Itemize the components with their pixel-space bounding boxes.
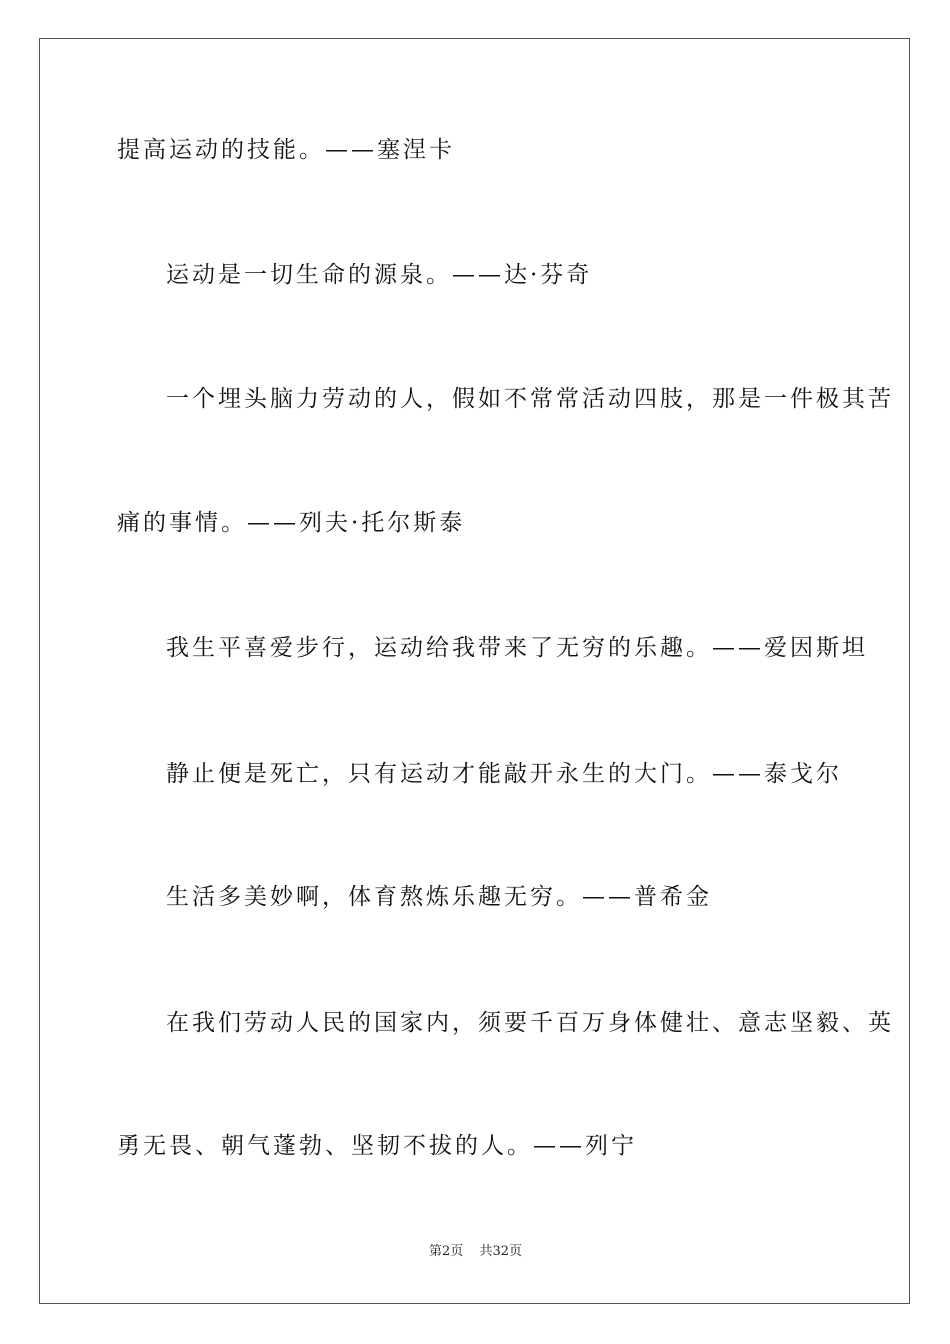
text-line: 提高运动的技能。——塞涅卡 (117, 137, 455, 163)
text-line: 生活多美妙啊，体育熬炼乐趣无穷。——普希金 (166, 884, 712, 910)
text-line: 我生平喜爱步行，运动给我带来了无穷的乐趣。——爱因斯坦 (166, 635, 868, 661)
text-line: 静止便是死亡，只有运动才能敲开永生的大门。——泰戈尔 (166, 761, 842, 787)
text-line: 痛的事情。——列夫·托尔斯泰 (117, 510, 466, 536)
document-page (39, 38, 910, 1304)
text-line: 一个埋头脑力劳动的人，假如不常常活动四肢，那是一件极其苦 (166, 386, 894, 412)
page-number: 第2页 (429, 1244, 464, 1259)
text-line: 在我们劳动人民的国家内，须要千百万身体健壮、意志坚毅、英 (166, 1010, 894, 1036)
text-line: 勇无畏、朝气蓬勃、坚韧不拔的人。——列宁 (117, 1133, 637, 1159)
page-footer (40, 1240, 911, 1259)
text-line: 运动是一切生命的源泉。——达·芬奇 (166, 262, 593, 288)
page-total: 共32页 (479, 1244, 522, 1259)
